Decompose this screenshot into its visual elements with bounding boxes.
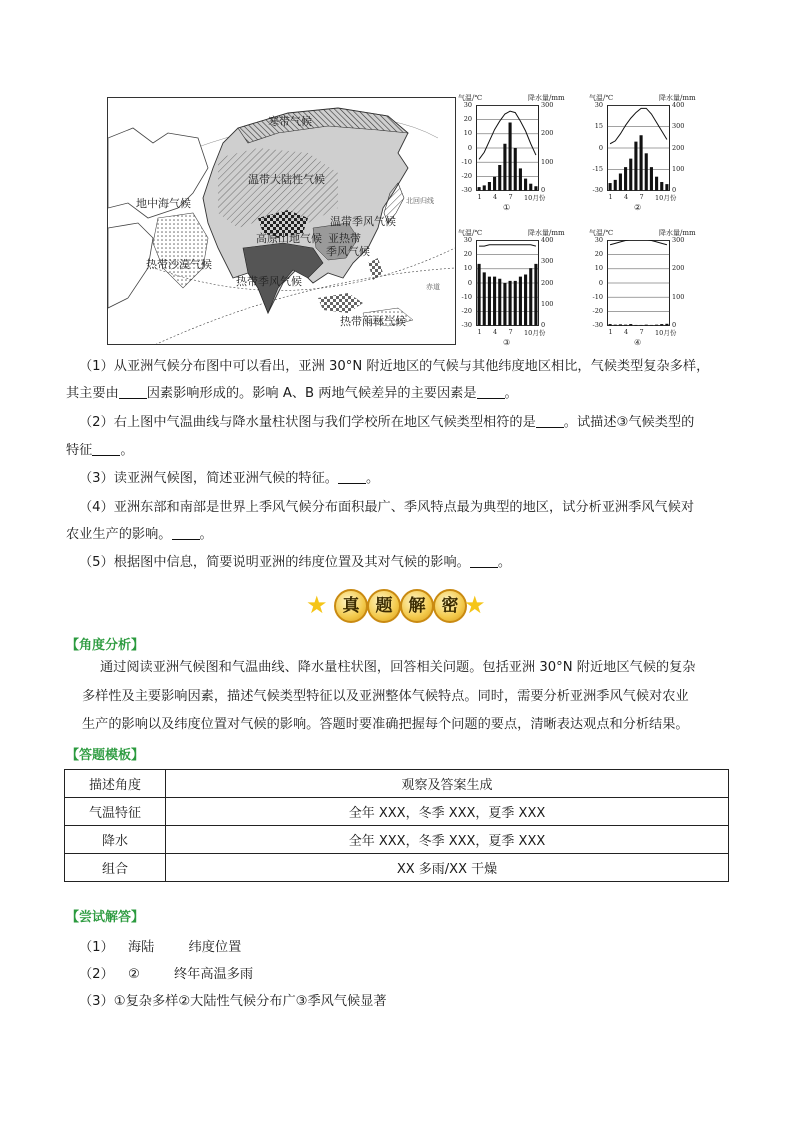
- x-tick-label: 7: [508, 193, 513, 201]
- x-tick-label: 10月份: [655, 329, 677, 337]
- temp-axis-label: 气温/℃: [589, 94, 614, 102]
- temp-tick-label: -30: [592, 186, 603, 194]
- precip-bar: [509, 123, 512, 191]
- precip-bar: [524, 179, 527, 191]
- answer-1-number: （1）: [79, 940, 114, 955]
- precip-bar: [519, 168, 522, 190]
- answer-2: [79, 963, 253, 982]
- x-tick-label: 10月份: [655, 194, 677, 202]
- precip-tick-label: 300: [672, 122, 685, 131]
- answer-3: （3）①复杂多样②大陆性气候分布广③季风气候显著: [79, 994, 387, 1009]
- precip-bar: [498, 165, 501, 191]
- precip-bar: [665, 184, 668, 190]
- precip-bar: [493, 277, 496, 326]
- chart-number: ④: [634, 338, 642, 347]
- question-3: [79, 465, 379, 492]
- temp-tick-label: 10: [463, 129, 472, 138]
- temp-tick-label: -30: [592, 321, 603, 329]
- precip-bar: [634, 325, 637, 326]
- precip-bar: [645, 153, 648, 190]
- climate-chart-4: [589, 228, 719, 353]
- star-icon: ★: [306, 591, 328, 619]
- map-label-tropic: 北回归线: [406, 197, 434, 205]
- banner-char: 密: [433, 589, 467, 623]
- precip-bar: [655, 177, 658, 191]
- analysis-line-3: 生产的影响以及纬度位置对气候的影响。答题时要准确把握每个问题的要点，清晰表达观点和分析结果。: [82, 717, 689, 732]
- map-label-highland: 高原山地气候: [256, 232, 322, 245]
- precip-bar: [624, 167, 627, 190]
- temp-tick-label: -20: [592, 306, 603, 315]
- precip-bar: [650, 167, 653, 190]
- precip-bar: [483, 185, 486, 190]
- temp-tick-label: 0: [598, 278, 603, 287]
- precip-bar: [519, 277, 522, 326]
- analysis-line-1: 通过阅读亚洲气候图和气温曲线、降水量柱状图，回答相关问题。包括亚洲 30°N 附近地区气候的复杂: [100, 660, 696, 675]
- temp-tick-label: 20: [463, 115, 472, 124]
- question-1-line-2: [66, 380, 518, 407]
- precip-bar: [665, 324, 668, 326]
- precip-axis-label: 降水量/mm: [659, 229, 696, 237]
- table-cell: 组合: [65, 854, 166, 882]
- asia-climate-map: [107, 97, 456, 345]
- precip-bar: [483, 272, 486, 325]
- precip-bar: [514, 148, 517, 191]
- map-label-subtropical-a: 亚热带: [328, 232, 361, 245]
- climate-plot-area: [607, 105, 671, 192]
- temp-tick-label: 15: [594, 122, 603, 131]
- table-cell: 描述角度: [65, 770, 166, 798]
- precip-bar: [493, 177, 496, 191]
- precip-tick-label: 300: [541, 101, 554, 109]
- precip-bar: [629, 159, 632, 191]
- precip-bar: [655, 325, 658, 326]
- x-tick-label: 4: [624, 328, 629, 336]
- analysis-heading: 【角度分析】: [66, 638, 145, 653]
- map-label-subtropical-b: 季风气候: [326, 245, 370, 258]
- q2-text-c: 特征: [66, 443, 93, 458]
- q2-text-b: 。试描述③气候类型的: [563, 415, 695, 430]
- x-tick-label: 4: [493, 328, 498, 336]
- map-label-temperate-continental: 温带大陆性气候: [248, 173, 325, 186]
- x-tick-label: 1: [608, 193, 613, 201]
- temp-axis-label: 气温/℃: [458, 94, 483, 102]
- answer-1-value-b: 纬度位置: [188, 940, 242, 955]
- x-tick-label: 1: [608, 328, 613, 336]
- table-row: [65, 826, 729, 854]
- precip-tick-label: 100: [672, 292, 685, 301]
- precip-bar: [529, 268, 532, 325]
- chart-number: ①: [503, 203, 511, 212]
- answer-1: [79, 936, 241, 955]
- precip-tick-label: 200: [541, 129, 554, 138]
- precip-tick-label: 0: [672, 321, 677, 329]
- temp-tick-label: 0: [598, 143, 603, 152]
- x-tick-label: 7: [639, 328, 644, 336]
- x-tick-label: 1: [477, 328, 482, 336]
- x-tick-label: 10月份: [524, 194, 546, 202]
- precip-bar: [514, 281, 517, 326]
- temp-tick-label: -30: [461, 321, 472, 329]
- x-tick-label: 7: [508, 328, 513, 336]
- section-banner: [306, 585, 486, 629]
- precip-bar: [624, 325, 627, 326]
- banner-char: 真: [334, 589, 368, 623]
- question-2-line-2: [66, 437, 134, 464]
- precip-bar: [650, 325, 653, 326]
- banner-char: 题: [367, 589, 401, 623]
- answer-blank[interactable]: [477, 384, 505, 399]
- temp-tick-label: 30: [463, 101, 472, 109]
- precip-tick-label: 0: [672, 186, 677, 194]
- temp-tick-label: 10: [594, 264, 603, 273]
- precip-tick-label: 400: [672, 101, 685, 109]
- temp-tick-label: 30: [594, 101, 603, 109]
- precip-bar: [509, 281, 512, 326]
- q2-text-d: 。: [120, 443, 134, 458]
- precip-tick-label: 0: [541, 186, 546, 194]
- precip-tick-label: 100: [541, 157, 554, 166]
- answer-1-value-a: 海陆: [127, 940, 155, 955]
- precip-bar: [634, 142, 637, 191]
- precip-bar: [609, 183, 612, 190]
- x-tick-label: 10月份: [524, 329, 546, 337]
- precip-tick-label: 400: [541, 236, 554, 244]
- temp-tick-label: -10: [461, 292, 472, 301]
- table-row: [65, 798, 729, 826]
- table-row: [65, 854, 729, 882]
- precip-bar: [640, 135, 643, 190]
- precip-bar: [645, 325, 648, 326]
- precip-axis-label: 降水量/mm: [528, 94, 565, 102]
- precip-tick-label: 0: [541, 321, 546, 329]
- x-tick-label: 1: [477, 193, 482, 201]
- precip-tick-label: 100: [541, 299, 554, 308]
- answer-2-number: （2）: [79, 967, 114, 982]
- answer-template-table: [64, 769, 729, 882]
- climate-chart-2: [589, 93, 719, 218]
- table-row: [65, 770, 729, 798]
- precip-bar: [640, 325, 643, 326]
- analysis-line-2: 多样性及主要影响因素，描述气候类型特征以及亚洲整体气候特点。同时，需要分析亚洲季风气候对农业: [82, 689, 689, 704]
- temp-tick-label: 20: [463, 250, 472, 259]
- answers-heading: 【尝试解答】: [66, 910, 145, 925]
- precip-bar: [503, 144, 506, 191]
- table-cell: XX 多雨/XX 干燥: [166, 854, 729, 882]
- precip-bar: [609, 324, 612, 325]
- table-cell: 观察及答案生成: [166, 770, 729, 798]
- star-icon: ★: [464, 591, 486, 619]
- precip-tick-label: 200: [672, 143, 685, 152]
- precip-bar: [503, 283, 506, 326]
- precip-bar: [660, 324, 663, 325]
- table-cell: 气温特征: [65, 798, 166, 826]
- precip-tick-label: 300: [541, 257, 554, 266]
- temp-tick-label: -15: [592, 164, 603, 173]
- temp-tick-label: -10: [461, 157, 472, 166]
- table-cell: 降水: [65, 826, 166, 854]
- precip-tick-label: 300: [672, 236, 685, 244]
- template-heading: 【答题模板】: [66, 748, 145, 763]
- q4-text-a: 农业生产的影响。: [66, 527, 172, 542]
- map-label-equator: 赤道: [426, 283, 440, 291]
- map-label-mediterranean: 地中海气候: [136, 197, 191, 210]
- table-cell: 全年 XXX，冬季 XXX，夏季 XXX: [166, 826, 729, 854]
- x-tick-label: 7: [639, 193, 644, 201]
- precip-bar: [629, 324, 632, 325]
- climate-chart-3: [458, 228, 588, 353]
- map-label-temperate-monsoon: 温带季风气候: [330, 215, 396, 228]
- precip-bar: [478, 264, 481, 326]
- q5-text-b: 。: [497, 555, 512, 570]
- precip-tick-label: 100: [672, 164, 685, 173]
- x-tick-label: 4: [493, 193, 498, 201]
- precip-axis-label: 降水量/mm: [659, 94, 696, 102]
- precip-bar: [660, 182, 663, 191]
- answer-2-value-a: ②: [127, 967, 140, 982]
- climate-plot-area: [607, 240, 671, 327]
- precip-bar: [619, 174, 622, 191]
- answer-blank[interactable]: [470, 553, 498, 568]
- q1-text-b: 因素影响形成的。影响 A、B 两地气候差异的主要因素是: [146, 386, 477, 401]
- table-cell: 全年 XXX，冬季 XXX，夏季 XXX: [166, 798, 729, 826]
- map-label-cold: 寒带气候: [268, 115, 312, 128]
- precip-bar: [619, 324, 622, 325]
- precip-bar: [488, 277, 491, 326]
- answer-blank[interactable]: [536, 413, 564, 428]
- climate-chart-1: [458, 93, 588, 218]
- question-2-line-1: [79, 409, 694, 436]
- temp-tick-label: 0: [467, 143, 472, 152]
- temp-tick-label: -20: [461, 171, 472, 180]
- temp-axis-label: 气温/℃: [458, 229, 483, 237]
- map-label-rainforest: 热带雨林气候: [340, 315, 406, 328]
- temp-tick-label: -20: [461, 306, 472, 315]
- q1-text-c: 。: [504, 386, 518, 401]
- question-4-line-1: （4）亚洲东部和南部是世界上季风气候分布面积最广、季风特点最为典型的地区，试分析亚洲季风气候对: [79, 500, 695, 515]
- precip-bar: [498, 279, 501, 326]
- precip-bar: [534, 186, 537, 190]
- precip-bar: [529, 184, 532, 191]
- temp-tick-label: -30: [461, 186, 472, 194]
- temp-tick-label: -10: [592, 292, 603, 301]
- q2-text-a: （2）右上图中气温曲线与降水量柱状图与我们学校所在地区气候类型相符的是: [79, 415, 536, 430]
- precip-bar: [524, 275, 527, 326]
- question-4-line-2: [66, 521, 213, 548]
- temp-tick-label: 10: [463, 264, 472, 273]
- q4-text-b: 。: [199, 527, 213, 542]
- precip-tick-label: 200: [672, 264, 685, 273]
- climate-plot-area: [476, 240, 540, 327]
- precip-bar: [614, 180, 617, 191]
- answer-blank[interactable]: [119, 384, 147, 399]
- q1-text-a: 其主要由: [66, 386, 119, 401]
- answer-blank[interactable]: [172, 525, 200, 540]
- temp-tick-label: 0: [467, 278, 472, 287]
- temp-tick-label: 30: [594, 236, 603, 244]
- chart-number: ②: [634, 203, 642, 212]
- map-graphic: [108, 98, 455, 344]
- chart-number: ③: [503, 338, 511, 347]
- x-tick-label: 4: [624, 193, 629, 201]
- precip-tick-label: 200: [541, 278, 554, 287]
- precip-bar: [614, 325, 617, 326]
- q5-text-a: （5）根据图中信息，简要说明亚洲的纬度位置及其对气候的影响。: [79, 555, 470, 570]
- q3-text-a: （3）读亚洲气候图，简述亚洲气候的特征。: [79, 471, 338, 486]
- answer-blank[interactable]: [92, 441, 120, 456]
- answer-2-value-b: 终年高温多雨: [174, 967, 254, 982]
- temp-tick-label: 30: [463, 236, 472, 244]
- banner-char: 解: [400, 589, 434, 623]
- precip-bar: [534, 264, 537, 326]
- question-1-line-1: （1）从亚洲气候分布图中可以看出，亚洲 30°N 附近地区的气候与其他纬度地区相比，气候类型复杂多样，: [79, 359, 710, 374]
- precip-bar: [488, 182, 491, 191]
- map-label-desert: 热带沙漠气候: [146, 258, 212, 271]
- question-5: [79, 549, 511, 576]
- answer-blank[interactable]: [338, 469, 366, 484]
- temp-axis-label: 气温/℃: [589, 229, 614, 237]
- q3-text-b: 。: [365, 471, 380, 486]
- precip-axis-label: 降水量/mm: [528, 229, 565, 237]
- map-label-tropical-monsoon: 热带季风气候: [236, 275, 302, 288]
- temp-tick-label: 20: [594, 250, 603, 259]
- climate-plot-area: [476, 105, 540, 192]
- precip-bar: [478, 187, 481, 190]
